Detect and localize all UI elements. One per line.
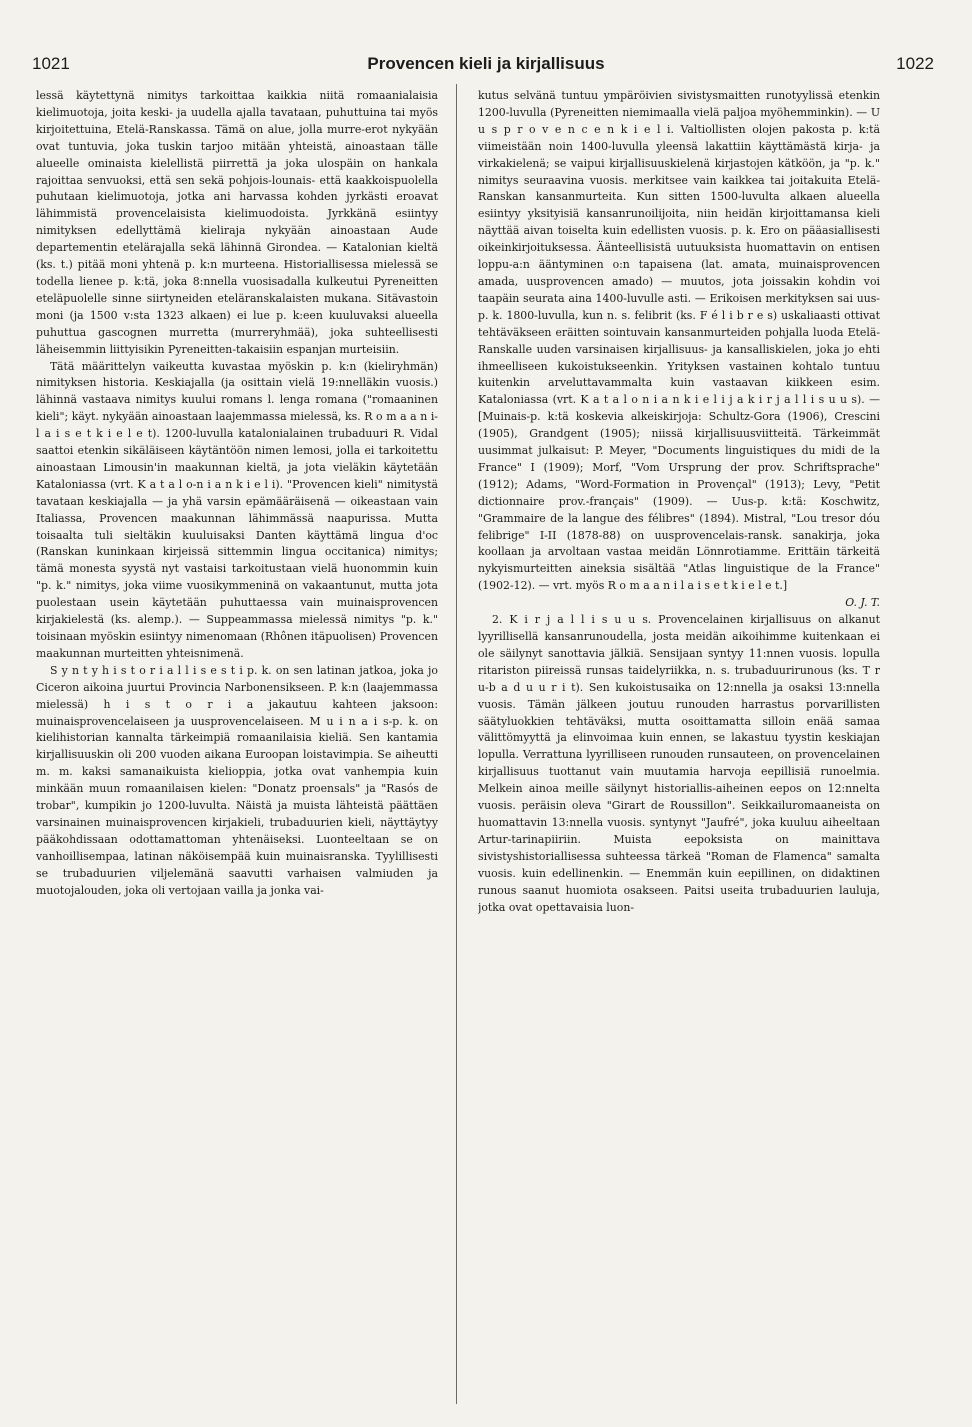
page-number-left: 1021	[32, 54, 70, 73]
page-header	[0, 54, 972, 78]
page-number-right: 1022	[896, 54, 934, 73]
column-divider	[456, 84, 457, 1404]
left-column	[36, 88, 438, 1408]
paragraph: 2. K i r j a l l i s u u s. Provencelainen kirjallisuus on alkanut lyyrillisellä kansanrunoudella, josta meidän aikoihimme kuitenkaan ei ole säilynyt sanottavia jälkiä. Sensijaan syntyy 11:nnen vuosis. lopulla ritariston piireissä runsas taidelyriikka, n. s. trubaduurirunous (ks. T r u-b a d u u r i t). Sen kukoistusaika on 12:nnella ja osaksi 13:nnella vuosis. Tämän jälkeen joutuu runouden harrastus porvarillisten säätyluokkien tehtäväksi, mutta osoittamatta silloin enää samaa välittömyyttä ja elinvoimaa kuin ennen, se lakastuu tyystin keskiajan lopulla. Verrattuna lyyrilliseen runouden runsauteen, on provencelainen kirjallisuus tuottanut vain muutamia harvoja eepillisiä runoelmia. Melkein ainoa meille säilynyt historiallis-aiheinen eepos on 12:nnelta vuosis. peräisin oleva "Girart de Roussillon". Seikkailuromaaneista on huomattavin 13:nnella vuosis. syntynyt "Jaufré", joka kuuluu aiheeltaan Artur-tarinapiiriin. Muista eepoksista on mainittava sivistyshistoriallisessa suhteessa tärkeä "Roman de Flamenca" samalta vuosis. kuin edellinenkin. — Enemmän kuin eepillinen, on didaktinen runous saanut huomiota osakseen. Paitsi useita trubaduurien lauluja, jotka ovat opettavaisia luon-	[478, 613, 880, 914]
page-title: Provencen kieli ja kirjallisuus	[367, 54, 605, 73]
paragraph: lessä käytettynä nimitys tarkoittaa kaikkia niitä romaanialaisia kielimuotoja, joita keski- ja uudella ajalla tavataan, puhuttuina tai myös kirjoitettuina, Etelä-Ranskassa. Tämä on alue, jolla murre-erot nykyään ovat tuntuvia, joka tuskin tarjoo mitään yhteistä, ainoastaan tälle alueelle ominaista kielellistä piirrettä ja joka ulospäin on hankala rajoittaa senvuoksi, että sen sekä pohjois-lounais- että kaakkoispuolella puhutaan kielimuotoja, jotka ani harvassa kohden jyrkästi eroavat lähimmistä provencelaisista kielimuodoista. Jyrkkänä esiintyy nimityksen edellyttämä kieliraja nykyään ainoastaan Aude departementin etelärajalla sekä lähinnä Girondea. — Katalonian kieltä (ks. t.) pitää moni yhtenä p. k:n murteena. Historiallisessa mielessä se todella lienee p. k:tä, joka 8:nnella vuosisadalla kulkeutui Pyreneitten eteläpuolelle sinne siirtyneiden eteläranskalaisten mukana. Sitävastoin moni (ja 1500 v:sta 1323 alkaen) ei lue p. k:een kuuluvaksi alueella puhuttua gascognen murretta (murreryhmää), joka suhteellisesti läheisemmin liittyisikin Pyreneitten-takaisiin espanjan murteisiin.	[36, 89, 438, 356]
paragraph: kutus selvänä tuntuu ympäröivien sivistysmaitten runotyylissä etenkin 1200-luvulla (Pyreneitten niemimaalla vielä paljoa myöhemminkin). — U u s p r o v e n c e n k i e l i. Valtiollisten olojen pakosta p. k:tä viimeistään noin 1400-luvulla yleensä lakattiin käyttämästä kirja- ja virkakielenä; se vaipui kirjallisuuskielenä kirjastojen kätköön, ja "p. k." nimitys seuraavina vuosis. merkitsee vain kaikkea tai joitakuita Etelä-Ranskan kansanmurteita. Kun sitten 1500-luvulta alkaen alueella esiintyy yksityisiä kansanrunoilijoita, niin heidän kirjoittamansa kieli näyttää aivan toiselta kuin edellisten vuosis. p. k. Ero on pääasiallisesti oikeinkirjoituksessa. Äänteellisistä uutuuksista huomattavin on entisen loppu-a:n ääntyminen o:n tapaisena (lat. amata, muinaisprovencen amada, uusprovencen amado) — muutos, jota joissakin kohdin voi taapäin seurata aina 1400-luvulle asti. — Erikoisen merkityksen sai uus-p. k. 1800-luvulla, kun n. s. felibrit (ks. F é l i b r e s) uskaliaasti ottivat tehtäväkseen eräitten sointuvain kansanmurteiden pohjalla luoda Etelä-Ranskalle uuden varsinaisen kirjallisuus- ja kansalliskielen, joka jo ehti ihmeelliseen kukoistukseenkin. Yrityksen vastainen kohtalo tuntuu kuitenkin arveluttavammalta kuin vastaavan kiikkeen esim. Kataloniassa (vrt. K a t a l o n i a n k i e l i j a k i r j a l l i s u u s). — [Muinais-p. k:tä koskevia alkeiskirjoja: Schultz-Gora (1906), Crescini (1905), Grandgent (1905); niissä kirjallisuusviitteitä. Tärkeimmät uusimmat julkaisut: P. Meyer, "Documents linguistiques du midi de la France" I (1909); Morf, "Vom Ursprung der prov. Schriftsprache" (1912); Adams, "Word-Formation in Provençal" (1913); Levy, "Petit dictionnaire prov.-français" (1909). — Uus-p. k:tä: Koschwitz, "Grammaire de la langue des félibres" (1894). Mistral, "Lou tresor dóu felibrige" I-II (1878-88) on uusprovencelais-ransk. sanakirja, joka koollaan ja arvoltaan vastaa meidän Lönnrotiamme. Erittäin tärkeitä nykyismurteitten aineksia sisältää "Atlas linguistique de la France" (1902-12). — vrt. myös R o m a a n i l a i s e t k i e l e t.]	[478, 89, 880, 593]
author-signature: O. J. T.	[845, 596, 880, 610]
paragraph: Tätä määrittelyn vaikeutta kuvastaa myöskin p. k:n (kieliryhmän) nimityksen historia. Keskiajalla (ja osittain vielä 19:nnelläkin vuosis.) lähinnä vastaava nimitys kuului romans l. lenga romana ("romaaninen kieli"; käyt. nykyään ainoastaan laajemmassa mielessä, ks. R o m a a n i-l a i s e t k i e l e t). 1200-luvulla katalonialainen trubaduuri R. Vidal saattoi etenkin sikäläiseen käytäntöön nimen lemosi, jolla ei tarkoitettu ainoastaan Limousin'in maakunnan kieltä, ja jota vieläkin käytetään Kataloniassa (vrt. K a t a l o-n i a n k i e l i). "Provencen kieli" nimitystä tavataan keskiajalla — ja yhä varsin epämääräisenä — oikeastaan vain Italiassa, Provencen maakunnan lähimmässä naapurissa. Mutta toisaalta tuli sieltäkin kuuluisaksi Danten käyttämä lingua d'oc (Ranskan kuninkaan kirjeissä sittemmin lingua occitanica) nimitys; tämä monesta syystä nyt vastaisi tarkoitustaan vielä huonommin kuin "p. k." nimitys, joka viime vuosikymmeninä on vakaantunut, mutta jota puolestaan usein käytetään puhuttaessa vain muinaisprovencen kirjakielestä (ks. alemp.). — Suppeammassa mielessä nimitys "p. k." toisinaan myöskin esiintyy nimenomaan (Rhônen itäpuolisen) Provencen maakunnan murteitten yhteisnimenä.	[36, 359, 438, 660]
paragraph: S y n t y h i s t o r i a l l i s e s t i p. k. on sen latinan jatkoa, joka jo Ciceron aikoina juurtui Provincia Narbonensikseen. P. k:n (laajemmassa mielessä) h i s t o r i a jakautuu kahteen jaksoon: muinaisprovencelaiseen ja uusprovencelaiseen. M u i n a i s-p. k. on kielihistorian kannalta tärkeimpiä romaanilaisia kieliä. Sen kantamia kirjallisuuskin oli 200 vuoden aikana Euroopan loistavimpia. Se aiheutti m. m. kaksi samanaikuista kielioppia, jotka ovat vanhempia kuin minkään muun romaanilaisen kielen: "Donatz proensals" ja "Rasós de trobar", kumpikin jo 1200-luvulta. Näistä ja muista lähteistä päättäen varsinainen muinaisprovencen kirjakieli, trubaduurien kieli, näyttäytyy pääkohdissaan odottamattoman yhtenäiseksi. Luonteeltaan se on vanhoillisempaa, latinan näköisempää kuin muinaisranska. Tyylillisesti se trubaduurien viljelemänä saavutti varhaisen valmiuden ja muotojalouden, joka oli vertojaan vailla ja jonka vai-	[36, 663, 438, 897]
right-column	[478, 88, 880, 1408]
